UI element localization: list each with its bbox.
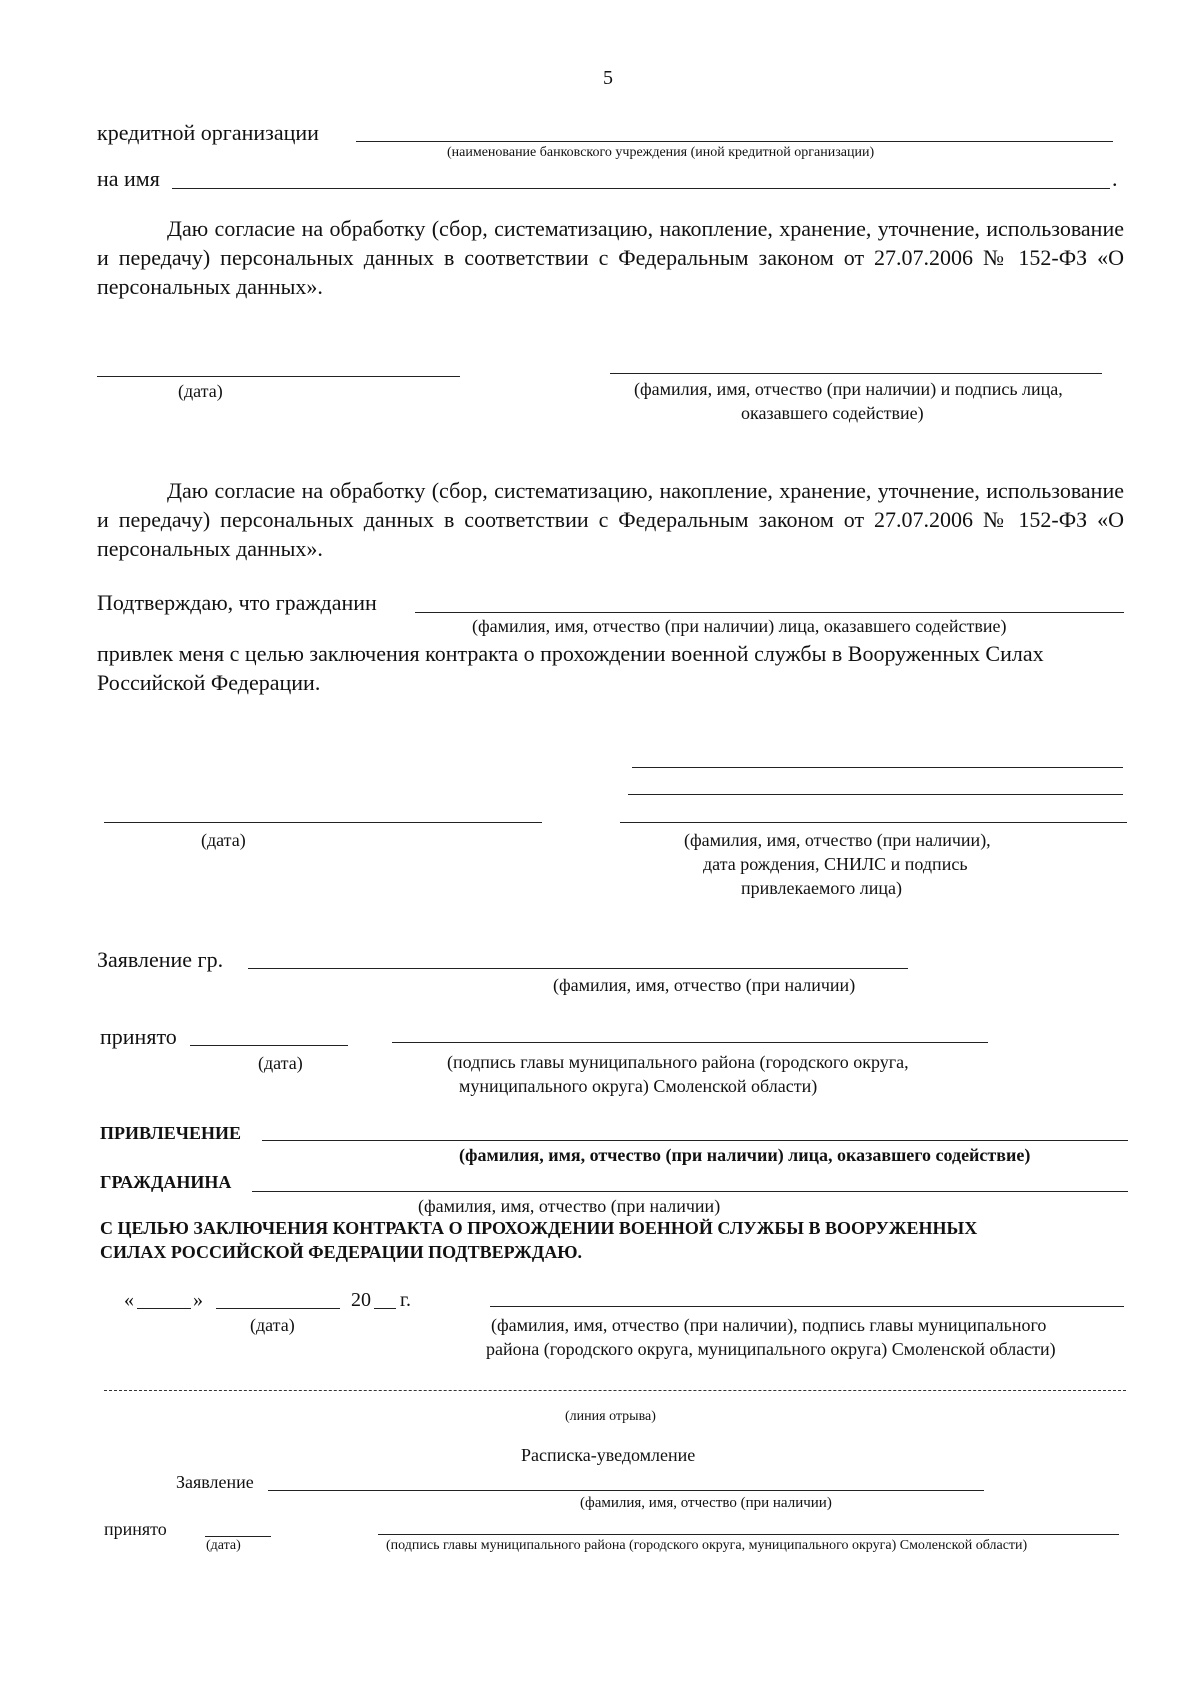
confirm-sign-hint-3: привлекаемого лица): [741, 878, 903, 898]
attraction-hint: (фамилия, имя, отчество (при наличии) лица, оказавшего содействие): [459, 1145, 1031, 1165]
attraction-sign-hint-2: района (городского округа, муниципального округа) Смоленской области): [486, 1339, 1056, 1359]
confirm-signature-field-3[interactable]: [620, 822, 1127, 823]
confirm-signature-field-2[interactable]: [628, 794, 1123, 795]
confirm-line-2: Российской Федерации.: [97, 670, 321, 695]
confirm-sign-hint-1: (фамилия, имя, отчество (при наличии),: [684, 830, 991, 850]
date-year-suffix: г.: [400, 1289, 411, 1311]
application-person-field[interactable]: [248, 968, 908, 969]
citizen-label: ГРАЖДАНИНА: [100, 1172, 232, 1192]
bank-label: кредитной организации: [97, 120, 319, 145]
application-signature-field[interactable]: [392, 1042, 988, 1043]
name-field[interactable]: [172, 188, 1110, 189]
confirm-line-1: привлек меня с целью заключения контракта о прохождении военной службы в Вооруженных Силах: [97, 641, 1044, 666]
application-hint: (фамилия, имя, отчество (при наличии): [553, 975, 856, 995]
date-day-field[interactable]: [137, 1308, 191, 1309]
receipt-date-hint: (дата): [206, 1538, 241, 1553]
date-year-prefix: 20: [351, 1289, 371, 1311]
tear-line-label: (линия отрыва): [565, 1409, 656, 1424]
application-sign-hint-1: (подпись главы муниципального района (городского округа,: [447, 1052, 909, 1072]
attraction-statement-1: С ЦЕЛЬЮ ЗАКЛЮЧЕНИЯ КОНТРАКТА О ПРОХОЖДЕНИИ ВОЕННОЙ СЛУЖБЫ В ВООРУЖЕННЫХ: [100, 1218, 978, 1238]
citizen-hint: (фамилия, имя, отчество (при наличии): [418, 1196, 721, 1216]
receipt-accepted-label: принято: [104, 1519, 167, 1539]
tear-line: [104, 1390, 1126, 1391]
date-year-field[interactable]: [374, 1308, 396, 1309]
confirm-sign-hint-2: дата рождения, СНИЛС и подпись: [703, 854, 968, 874]
consent-paragraph-2: Даю согласие на обработку (сбор, систематизацию, накопление, хранение, уточнение, использование и передачу) персональных данных в соответствии с Федеральным законом от 27.07.2006 № 152-ФЗ «О персональных данных».: [97, 478, 1124, 561]
application-date-field[interactable]: [190, 1045, 348, 1046]
bank-hint: (наименование банковского учреждения (иной кредитной организации): [447, 145, 875, 160]
receipt-date-field[interactable]: [205, 1536, 271, 1537]
page-number: 5: [603, 67, 613, 89]
application-label: Заявление гр.: [97, 947, 224, 972]
confirm-date-field[interactable]: [104, 822, 542, 823]
name-label: на имя: [97, 166, 160, 191]
application-accepted-label: принято: [100, 1024, 177, 1049]
confirm-date-hint: (дата): [201, 830, 246, 850]
consent-paragraph-1: Даю согласие на обработку (сбор, систематизацию, накопление, хранение, уточнение, использование и передачу) персональных данных в соответствии с Федеральным законом от 27.07.2006 № 152-ФЗ «О персональных данных».: [97, 216, 1124, 299]
attraction-statement-2: СИЛАХ РОССИЙСКОЙ ФЕДЕРАЦИИ ПОДТВЕРЖДАЮ.: [100, 1242, 582, 1262]
receipt-title: Расписка-уведомление: [521, 1445, 696, 1465]
attraction-sign-hint-1: (фамилия, имя, отчество (при наличии), подпись главы муниципального: [491, 1315, 1047, 1335]
receipt-signature-field[interactable]: [378, 1534, 1119, 1535]
consent-1-date-field[interactable]: [97, 376, 460, 377]
confirm-label: Подтверждаю, что гражданин: [97, 590, 377, 615]
receipt-person-field[interactable]: [268, 1490, 984, 1491]
receipt-sign-hint: (подпись главы муниципального района (городского округа, муниципального округа) Смоленской области): [386, 1538, 1028, 1553]
application-date-hint: (дата): [258, 1053, 303, 1073]
consent-1-sign-hint-1: (фамилия, имя, отчество (при наличии) и подпись лица,: [634, 379, 1063, 399]
receipt-label: Заявление: [176, 1472, 254, 1492]
consent-1-sign-hint-2: оказавшего содействие): [741, 403, 924, 423]
bank-field[interactable]: [356, 141, 1113, 142]
attraction-label: ПРИВЛЕЧЕНИЕ: [100, 1123, 241, 1143]
date-open-quote: «: [124, 1289, 134, 1311]
confirm-signature-field-1[interactable]: [632, 767, 1123, 768]
attraction-signature-field[interactable]: [490, 1306, 1124, 1307]
name-end-dot: .: [1112, 166, 1118, 191]
attraction-date-hint: (дата): [250, 1315, 295, 1335]
attraction-person-field[interactable]: [262, 1140, 1128, 1141]
date-month-field[interactable]: [216, 1308, 340, 1309]
citizen-field[interactable]: [252, 1191, 1128, 1192]
receipt-hint: (фамилия, имя, отчество (при наличии): [580, 1495, 832, 1511]
confirm-hint: (фамилия, имя, отчество (при наличии) лица, оказавшего содействие): [472, 616, 1007, 636]
consent-1-signature-field[interactable]: [610, 373, 1102, 374]
consent-1-date-hint: (дата): [178, 381, 223, 401]
confirm-person-field[interactable]: [415, 612, 1124, 613]
date-close-quote: »: [193, 1289, 203, 1311]
application-sign-hint-2: муниципального округа) Смоленской области): [459, 1076, 818, 1096]
